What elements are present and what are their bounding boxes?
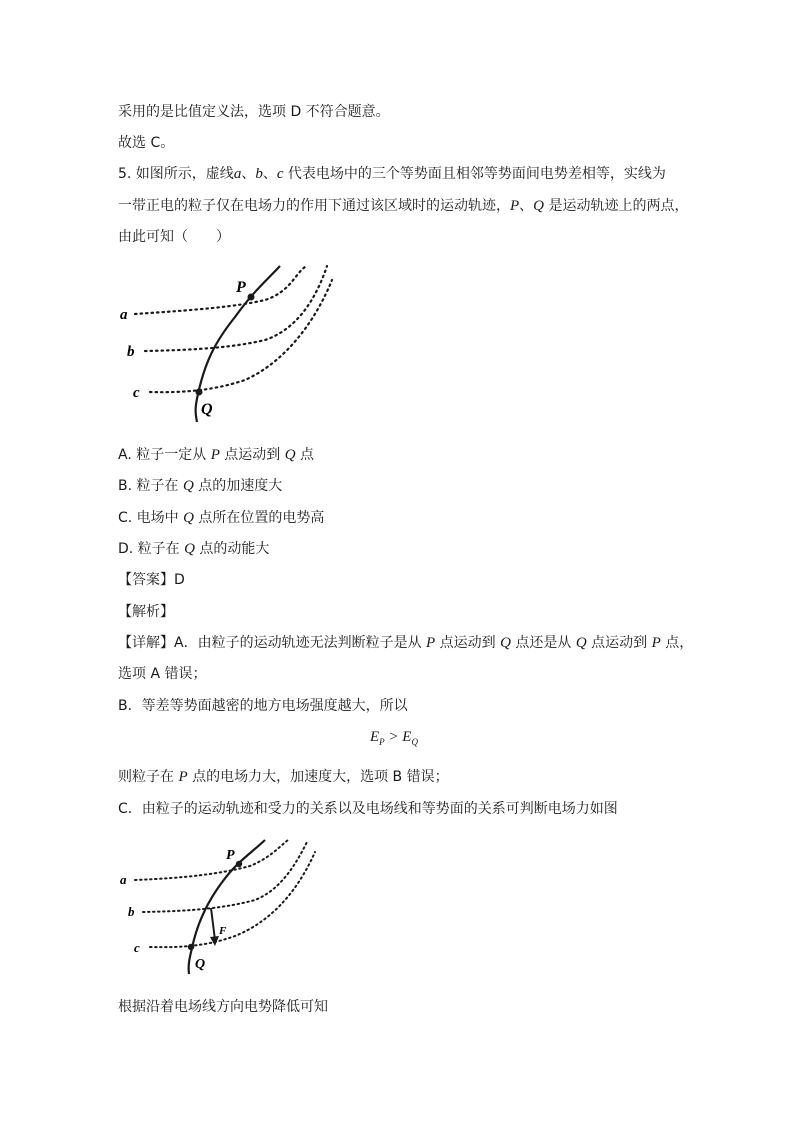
label-Q: Q <box>201 401 213 418</box>
label-F: F <box>219 925 227 937</box>
label-a: a <box>120 872 127 887</box>
detail-b: B．等差等势面越密的地方电场强度越大，所以 <box>118 698 408 714</box>
answer: 【答案】D <box>118 572 185 588</box>
equation: $E_P > E_Q$ <box>370 729 418 747</box>
detail-b-cont: 则粒子在 P 点的电场力大，加速度大，选项 B 错误； <box>118 769 449 785</box>
point-P <box>236 861 242 867</box>
force-arrow <box>211 908 215 940</box>
question-stem: 一带正电的粒子仅在电场力的作用下通过该区域时的运动轨迹，P、Q 是运动轨迹上的两点， <box>118 198 689 214</box>
text-line: 故选 C。 <box>118 135 175 151</box>
label-P: P <box>226 848 235 863</box>
question-stem: 5. 如图所示，虚线a、b、c 代表电场中的三个等势面且相邻等势面间电势差相等，实线为 <box>118 166 666 182</box>
force-figure <box>115 836 325 978</box>
arrow-head <box>210 936 219 946</box>
option-b: B. 粒子在 Q 点的加速度大 <box>118 478 283 494</box>
label-b: b <box>128 904 135 919</box>
label-a: a <box>120 307 128 323</box>
label-c: c <box>134 940 140 955</box>
label-P: P <box>236 279 246 296</box>
equipotential-c <box>150 280 332 392</box>
label-Q: Q <box>195 957 206 972</box>
text-line: 根据沿着电场线方向电势降低可知 <box>118 999 328 1015</box>
equipotential-a <box>135 267 305 314</box>
option-c: C. 电场中 Q 点所在位置的电势高 <box>118 510 325 526</box>
option-a: A. 粒子一定从 P 点运动到 Q 点 <box>118 447 315 463</box>
equipotential-figure <box>115 262 345 427</box>
point-Q <box>196 389 203 396</box>
detail-c: C．由粒子的运动轨迹和受力的关系以及电场线和等势面的关系可判断电场力如图 <box>118 801 618 817</box>
label-b: b <box>127 344 135 360</box>
option-d: D. 粒子在 Q 点的动能大 <box>118 541 270 557</box>
question-stem: 由此可知（ ） <box>118 229 230 245</box>
text-line: 采用的是比值定义法，选项 D 不符合题意。 <box>118 104 390 120</box>
detail-a: 【详解】A．由粒子的运动轨迹无法判断粒子是从 P 点运动到 Q 点还是从 Q 点运动到 P 点， <box>118 635 694 651</box>
point-Q <box>188 944 194 950</box>
equipotential-a <box>135 840 288 880</box>
label-c: c <box>133 385 140 401</box>
detail-a-cont: 选项 A 错误； <box>118 666 207 682</box>
analysis-heading: 【解析】 <box>118 604 174 620</box>
equipotential-c <box>150 852 315 947</box>
point-P <box>248 294 255 301</box>
